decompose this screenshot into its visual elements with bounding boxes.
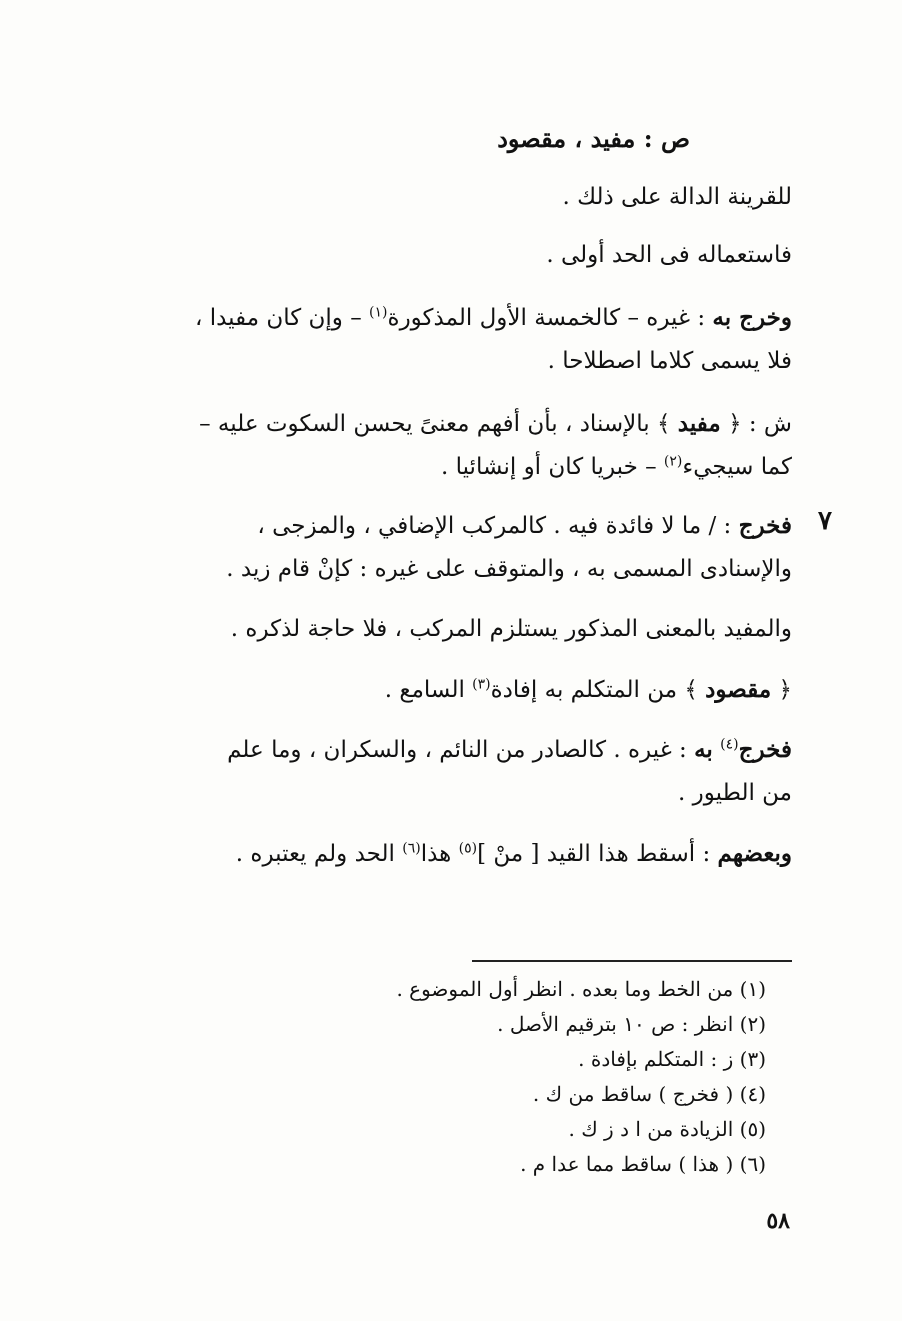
footnote: (٥) الزيادة من ا د ز ك . [568, 1117, 766, 1141]
paragraph-line [102, 402, 792, 446]
text-run: ﴿ [778, 677, 792, 703]
paragraph-text: للقرينة الدالة على ذلك . [562, 184, 792, 210]
text-run: ش : ﴿ [728, 411, 792, 437]
text-run: ﴾ بالإسناد ، بأن أفهم معنىً يحسن السكوت عليه – [199, 411, 671, 437]
paragraph-2 [102, 234, 792, 277]
footnote-ref: (٣) [472, 676, 491, 693]
text-run: كما سيجيء [682, 454, 792, 480]
paragraph-line [102, 668, 792, 712]
page-number: ٥٨ [766, 1208, 790, 1234]
margin-number: ٧ [818, 506, 832, 536]
bold-term: به [694, 736, 713, 763]
paragraph-3 [102, 296, 792, 383]
paragraph-line [102, 296, 792, 340]
text-run: هذا [420, 841, 452, 867]
paragraph-5 [102, 504, 792, 591]
paragraph-9 [102, 832, 792, 876]
running-header: ص : مفيد ، مقصود [497, 124, 690, 153]
footnote-ref: (٦) [402, 840, 421, 857]
paragraph-line [102, 728, 792, 772]
footnote-ref: (٤) [720, 736, 739, 753]
footnote-ref: (٢) [663, 453, 683, 470]
paragraph-line [102, 446, 792, 489]
footnote: (٣) ز : المتكلم بإفادة . [578, 1047, 766, 1071]
paragraph-7 [102, 668, 792, 712]
text-run: : غيره – كالخمسة الأول المذكورة [387, 305, 706, 331]
bold-term: مفيد [677, 410, 721, 437]
paragraph-text: فاستعماله فى الحد أولى . [546, 242, 792, 268]
footnote: (٤) ( فخرج ) ساقط من ك . [532, 1082, 766, 1106]
paragraph-6 [102, 608, 792, 651]
paragraph-line: فلا يسمى كلاما اصطلاحا . [547, 348, 792, 374]
bold-term: مقصود [705, 676, 772, 703]
paragraph-line [102, 832, 792, 876]
bold-term: فخرج [738, 736, 792, 763]
text-run: ﴾ من المتكلم به إفادة [490, 677, 698, 703]
footnote-ref: (١) [369, 304, 388, 321]
paragraph-line [102, 504, 792, 548]
text-run: – وإن كان مفيدا ، [194, 305, 362, 331]
bold-term: وخرج به [712, 304, 792, 331]
paragraph-line: والمفيد بالمعنى المذكور يستلزم المركب ، فلا حاجة لذكره . [230, 616, 792, 642]
text-run: : / ما لا فائدة فيه . كالمركب الإضافي ، والمزجى ، [257, 513, 732, 539]
paragraph-8 [102, 728, 792, 815]
text-run: – خبريا كان أو إنشائيا . [440, 454, 657, 480]
footnote: (٢) انظر : ص ١٠ بترقيم الأصل . [497, 1012, 766, 1036]
paragraph-4 [102, 402, 792, 489]
paragraph-line: والإسنادى المسمى به ، والمتوقف على غيره : كإنْ قام زيد . [226, 556, 792, 582]
bold-term: وبعضهم [717, 840, 792, 867]
paragraph-line: من الطيور . [678, 780, 792, 806]
text-run: الحد ولم يعتبره . [235, 841, 395, 867]
footnote-ref: (٥) [458, 840, 478, 857]
text-run: : غيره . كالصادر من النائم ، والسكران ، وما علم [227, 737, 687, 763]
text-run: السامع . [384, 677, 465, 703]
text-run: : أسقط هذا القيد [ منْ ] [477, 841, 711, 867]
footnote: (١) من الخط وما بعده . انظر أول الموضوع . [396, 977, 766, 1001]
footnote-rule [472, 960, 792, 962]
paragraph-1 [102, 176, 792, 219]
footnotes [266, 972, 766, 1182]
footnote: (٦) ( هذا ) ساقط مما عدا م . [520, 1152, 766, 1176]
bold-term: فخرج [738, 512, 792, 539]
